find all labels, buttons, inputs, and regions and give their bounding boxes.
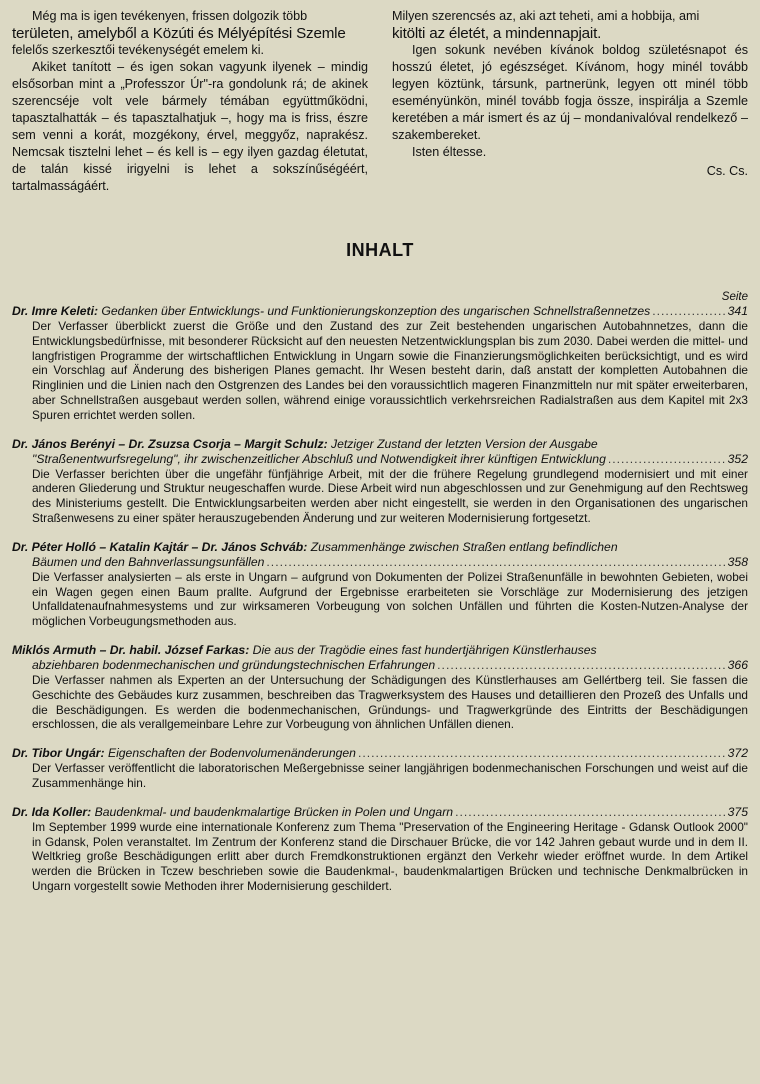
toc-entry-authors: Miklós Armuth – Dr. habil. József Farkas: [12, 642, 250, 657]
intro-right-line-1: Milyen szerencsés az, aki azt teheti, ami a hobbija, ami [392, 9, 700, 23]
toc-entry-authors: Dr. Imre Keleti: [12, 304, 99, 318]
toc-entry-summary: Der Verfasser überblickt zuerst die Größe und den Zustand des zur Zeit bestehenden ungarischen Autobahnnetzes, dann die Entwicklungsbedürfnisse, mit besonderer Rücksicht auf den neuesten Netzentwicklungsplan bis zum 2030. Dabei werden die mittel- und langfristigen Programme der wirtschaftlichen Entwicklung in Ungarn sowie die Finanzierungsmöglichkeiten berücksichtigt, und es wird ein Vorschlag auf Änderung des bisherigen Planes gemacht. Ihr Wesen besteht darin, daß anstatt der kompletten Autobahnen die Ringlinien und die Linien nach den Ostgrenzen des Landes bei den voraussichtlich mageren Finanzmitteln nur mit später erweiterbaren, aber Schnellstraßen ausgebaut werden sollen, während einige voraussichtlich verkehrsreichen Radialstraßen aus dem Kapitel mit 2x3 Spuren errichtet werden sollen. [32, 319, 748, 422]
toc-entry [12, 746, 748, 791]
intro-right-line-2: kitölti az életét, a mindennapjait. [392, 25, 602, 42]
toc-entry-authors: Dr. Péter Holló – Katalin Kajtár – Dr. János Schváb: [12, 539, 308, 554]
toc-entry-summary: Im September 1999 wurde eine internationale Konferenz zum Thema "Preservation of the Engineering Heritage - Gdansk Outlook 2000" in Gdansk, Polen veranstaltet. Im Zentrum der Konferenz stand die Dirschauer Brücke, die vor 142 Jahren gebaut wurde und in dem II. Weltkrieg große Beschädigungen erlitt aber durch Fremdkonstruktionen ergänzt den Verkehr wieder eröffnet wurde. In dem Artikel werden die Brücken in Tczew beschrieben sowie die Baudenkmal-, baudenkmalartigen Brücken und technische Denkmalbrücken in Ungarn vorgestellt sowie Methoden ihrer Modernisierung geschildert. [32, 819, 748, 893]
toc-entry [12, 437, 748, 526]
toc-entry-title-line-1 [12, 805, 748, 820]
toc-entry-title: Baudenkmal- und baudenkmalartige Brücken in Polen und Ungarn [94, 804, 454, 819]
toc-entry-page-number: 352 [727, 451, 748, 466]
intro-columns [12, 8, 748, 195]
toc-entry-title-line-2 [12, 658, 748, 673]
toc-entry-page-number: 341 [727, 304, 748, 318]
toc-entry-summary: Der Verfasser veröffentlicht die laboratorischen Meßergebnisse seiner langjährigen bodenmechanischen Forschungen und weist auf die Zusammenhänge hin. [32, 761, 748, 790]
toc-entry [12, 643, 748, 732]
intro-right-column [392, 8, 748, 195]
toc-entry-summary: Die Verfasser berichten über die ungefähr fünfjährige Arbeit, mit der die frühere Regelung grundlegend modernisiert und mit einer anderen Gliederung und Struktur neugeschaffen wurde. Diese Arbeit wird nun abgeschlossen und zur Genehmigung auf den Rechtsweg des Ministeriums gestellt. Die Entwicklungsarbeiten werden aber nicht eingestellt, sie werden in den Organisationen des ungarischen Straßenwesens zu einer später herauszugebenden Änderung und zur weiteren Modernisierung fortgesetzt. [32, 466, 748, 525]
toc-entry-authors: Dr. Ida Koller: [12, 804, 92, 819]
intro-left-line-1: Még ma is igen tevékenyen, frissen dolgozik több [32, 9, 308, 23]
toc-entry [12, 540, 748, 629]
toc-entry-title: Zusammenhänge zwischen Straßen entlang befindlichen [310, 539, 618, 554]
toc-entry-page-number: 372 [727, 746, 748, 761]
toc-entry-title-line-2 [12, 555, 748, 570]
leader-dots [608, 452, 726, 467]
table-of-contents [12, 304, 748, 894]
toc-entry-summary: Die Verfasser analysierten – als erste in Ungarn – aufgrund von Dokumenten der Polizei Straßenunfälle in bewohnten Gebieten, wobei ein Wagen gegen einen Baum prallte. Aufgrund der Ergebnisse erarbeiteten sie Vorschläge zur Modernisierung des jetzigen Unfalldatenaufnahmesystems und zur wirksameren Vorbeugung von solchen Unfällen und führten die Kosten-Nutzen-Analyse der möglichen Vorbeugungsmethoden aus. [32, 569, 748, 629]
signature: Cs. Cs. [706, 164, 748, 178]
leader-dots [455, 805, 726, 820]
leader-dots [652, 304, 725, 319]
intro-left-paragraph-2: Akiket tanított – és igen sokan vagyunk ilyenek – mindig elsősorban mint a „Professzor Úr"-ra gondolunk rá; de akinek szerencséje volt vele bármely témában együttműködni, tapasztalhatták – és tapasztalhatjuk –, hogy ma is friss, észre sem venni a korát, mozgékony, érvel, meggyőz, naprakész. Nemcsak tisztelni lehet – és kell is – egy ilyen gazdag életutat, de talán kissé irigyelni is lehet a sokszínűségéért, tartalmasságáért. [12, 60, 368, 193]
toc-entry-title-continued: abziehbaren bodenmechanischen und gründungstechnischen Erfahrungen [32, 657, 436, 672]
toc-entry-title: Die aus der Tragödie eines fast hundertjährigen Künstlerhauses [252, 642, 597, 657]
toc-entry-page-number: 375 [727, 804, 748, 819]
toc-entry-title-line-2 [12, 452, 748, 467]
leader-dots [266, 555, 725, 570]
toc-entry-title-line-1 [12, 643, 748, 658]
section-title: INHALT [346, 240, 414, 260]
intro-right-paragraph-2: Igen sokunk nevében kívánok boldog születésnapot és hosszú életet, jó egészséget. Kívánom, hogy minél tovább legyen köztünk, társunk, partnerünk, legyen ott minél több eseményünkön, minél tovább fogja össze, inspirálja a Szemle keretében a már ismert és az új – mondanivalóval rendelkező – szakembereket. [392, 43, 748, 142]
leader-dots [358, 746, 726, 761]
intro-right-paragraph-3: Isten éltesse. [412, 145, 487, 159]
toc-entry-title-line-1 [12, 540, 748, 555]
toc-entry-title-continued: "Straßenentwurfsregelung", ihr zwischenzeitlicher Abschluß und Notwendigkeit ihrer künftigen Entwicklung [32, 451, 606, 466]
toc-entry-title-line-1 [12, 437, 748, 452]
intro-left-line-3: felelős szerkesztői tevékenységét emelem ki. [12, 43, 264, 57]
toc-entry-title-continued: Bäumen und den Bahnverlassungsunfällen [32, 554, 265, 569]
leader-dots [437, 658, 725, 673]
toc-entry-page-number: 366 [727, 657, 748, 672]
toc-entry-title: Jetziger Zustand der letzten Version der Ausgabe [331, 436, 598, 451]
toc-entry-title: Gedanken über Entwicklungs- und Funktionierungskonzeption des ungarischen Schnellstraßennetzes [101, 304, 651, 318]
toc-entry-title: Eigenschaften der Bodenvolumenänderungen [107, 746, 356, 761]
toc-entry [12, 304, 748, 423]
page-column-label: Seite [721, 291, 748, 303]
toc-entry-title-line-1 [12, 746, 748, 761]
toc-entry [12, 805, 748, 894]
toc-entry-summary: Die Verfasser nahmen als Experten an der Untersuchung der Schädigungen des Künstlerhauses am Gellértberg teil. Sie fassen die Geschichte des Gebäudes kurz zusammen, beschreiben das Tragwerksystem des Hauses und detaillieren den Prozeß des Unfalls und die Beschädigungen. Es werden die bodenmechanischen, Gründungs- und Tragwerkgründe des Eintritts der Beschädigungen erschlossen, die als verallgemeinbare Lehre zur Vorbeugung von ähnlichen Unfällen dienen. [32, 672, 748, 732]
toc-entry-authors: Dr. János Berényi – Dr. Zsuzsa Csorja – Margit Schulz: [12, 436, 328, 451]
toc-entry-title-line-1 [12, 304, 748, 319]
intro-left-column [12, 8, 368, 195]
intro-left-line-2: területen, amelyből a Közúti és Mélyépítési Szemle [12, 25, 346, 42]
toc-entry-page-number: 358 [727, 554, 748, 569]
toc-entry-authors: Dr. Tibor Ungár: [12, 746, 105, 761]
